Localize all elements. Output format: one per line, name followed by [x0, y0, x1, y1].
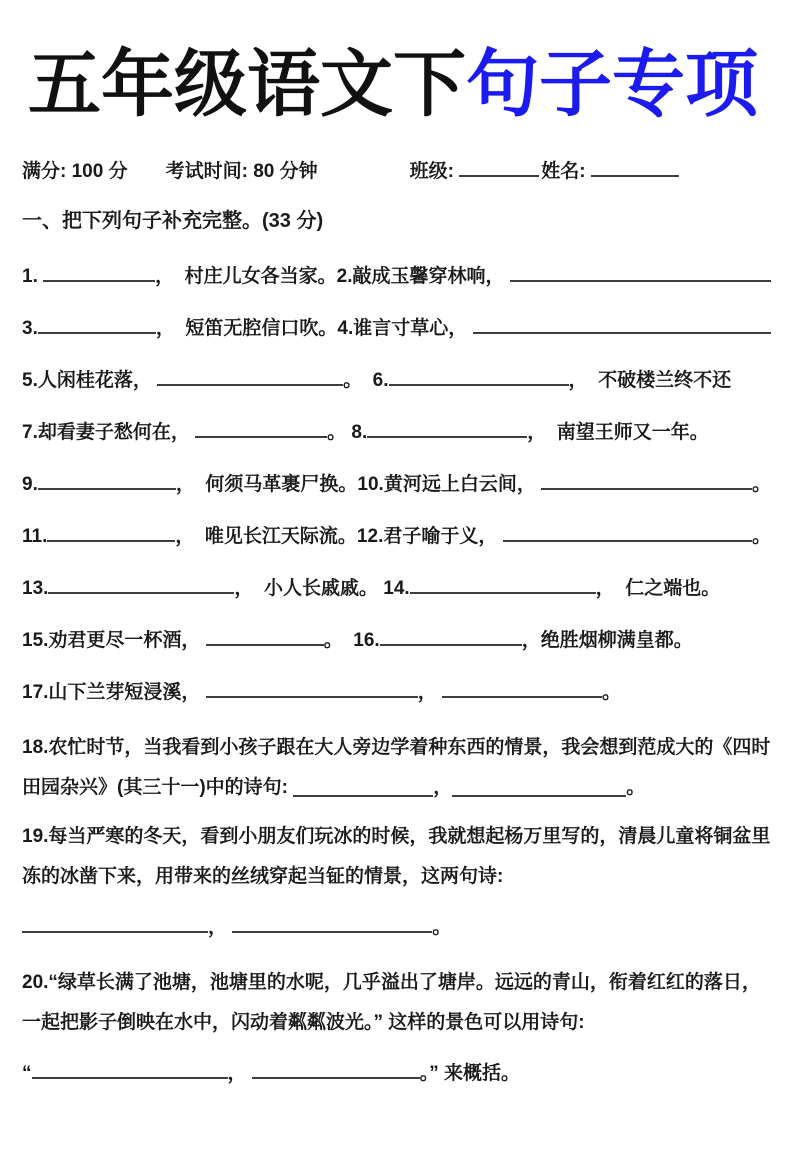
text-segment: ，: [208, 916, 233, 938]
answer-blank[interactable]: [32, 1057, 228, 1079]
text-segment: ， 唯见长江天际流。12.君子喻于义，: [175, 525, 503, 547]
text-segment: 。: [751, 525, 771, 547]
answer-blank[interactable]: [232, 911, 432, 933]
text-segment: ， 不破楼兰终不还: [568, 369, 732, 391]
text-segment: 。 16.: [323, 629, 380, 651]
answer-blank[interactable]: [293, 775, 433, 797]
text-segment: 7.却看妻子愁何在，: [22, 421, 196, 443]
text-segment: 。: [626, 776, 646, 798]
question-line-17: [22, 676, 771, 703]
answer-blank[interactable]: [541, 468, 752, 490]
text-segment: 。: [601, 681, 621, 703]
question-line-5-6: [22, 364, 771, 391]
text-segment: 。 6.: [343, 369, 389, 391]
text-segment: 19.每当严寒的冬天，看到小朋友们玩冰的时候，我就想起杨万里写的，清晨儿童将铜盆里冻的冰凿下来，用带来的丝绒穿起当钲的情景，这两句诗:: [22, 825, 771, 887]
answer-blank[interactable]: [410, 572, 596, 594]
answer-blank[interactable]: [473, 312, 771, 334]
text-segment: ， 短笛无腔信口吹。4.谁言寸草心，: [155, 317, 473, 339]
answer-blank[interactable]: [389, 364, 569, 386]
answer-blank[interactable]: [38, 312, 156, 334]
answer-blank[interactable]: [48, 572, 234, 594]
text-segment: ， 南望王师又一年。: [527, 421, 709, 443]
worksheet-page: [0, 46, 793, 1084]
class-label: 班级:: [409, 160, 460, 182]
text-segment: 。” 来概括。: [419, 1062, 521, 1084]
question-line-3-4: [22, 312, 771, 339]
answer-blank[interactable]: [206, 676, 418, 698]
full-score-label: 满分: 100 分: [22, 160, 128, 182]
answer-blank[interactable]: [206, 624, 324, 646]
question-19: [22, 817, 771, 897]
answer-blank[interactable]: [252, 1057, 420, 1079]
question-line-15-16: [22, 624, 771, 651]
text-segment: 15.劝君更尽一杯酒，: [22, 629, 206, 651]
text-segment: ， 何须马革裹尸换。10.黄河远上白云间，: [175, 473, 542, 495]
question-line-1-2: [22, 260, 771, 287]
title-black-part: 五年级语文下: [28, 44, 466, 125]
question-19-answer: [22, 911, 771, 938]
answer-blank[interactable]: [452, 775, 626, 797]
class-blank[interactable]: [459, 155, 539, 177]
answer-blank[interactable]: [367, 416, 527, 438]
text-segment: ， 村庄儿女各当家。2.敲成玉馨穿林响，: [155, 265, 510, 287]
exam-info-row: [22, 155, 771, 183]
text-segment: “: [22, 1062, 32, 1084]
text-segment: 。 8.: [327, 421, 368, 443]
questions: [22, 260, 771, 1084]
text-segment: 11.: [22, 525, 48, 547]
answer-blank[interactable]: [22, 911, 208, 933]
text-segment: ，: [433, 776, 453, 798]
text-segment: 18.农忙时节，当我看到小孩子跟在大人旁边学着种东西的情景，我会想到范成大的《四时田园杂兴》(其三十一)中的诗句:: [22, 736, 771, 798]
text-segment: 。: [432, 916, 452, 938]
text-segment: 9.: [22, 473, 38, 495]
text-segment: 5.人闲桂花落，: [22, 369, 158, 391]
text-segment: 13.: [22, 577, 49, 599]
section-heading: 一、把下列句子补充完整。(33 分): [22, 209, 324, 232]
answer-blank[interactable]: [38, 468, 176, 490]
answer-blank[interactable]: [510, 260, 771, 282]
answer-blank[interactable]: [195, 416, 327, 438]
question-line-11-12: [22, 520, 771, 547]
answer-blank[interactable]: [380, 624, 522, 646]
text-segment: ，绝胜烟柳满皇都。: [521, 629, 693, 651]
answer-blank[interactable]: [442, 676, 602, 698]
question-20-answer: [22, 1057, 771, 1084]
question-18: [22, 728, 771, 808]
text-segment: ， 仁之端也。: [595, 577, 721, 599]
question-line-13-14: [22, 572, 771, 599]
text-segment: 。: [751, 473, 771, 495]
question-line-7-8: [22, 416, 771, 443]
name-blank[interactable]: [591, 155, 679, 177]
text-segment: 20.“绿草长满了池塘，池塘里的水呢，几乎溢出了塘岸。远远的青山，衔着红红的落日，一起把影子倒映在水中，闪动着粼粼波光。” 这样的景色可以用诗句:: [22, 971, 761, 1033]
text-segment: ，: [227, 1062, 252, 1084]
name-label: 姓名:: [541, 160, 591, 182]
text-segment: 1.: [22, 265, 44, 287]
answer-blank[interactable]: [157, 364, 343, 386]
page-title: [22, 46, 771, 125]
text-segment: 3.: [22, 317, 38, 339]
answer-blank[interactable]: [503, 520, 752, 542]
question-20: [22, 963, 771, 1043]
text-segment: ，: [417, 681, 442, 703]
text-segment: ， 小人长戚戚。 14.: [234, 577, 410, 599]
question-line-9-10: [22, 468, 771, 495]
exam-time-label: 考试时间: 80 分钟: [165, 160, 318, 182]
answer-blank[interactable]: [47, 520, 175, 542]
text-segment: 17.山下兰芽短浸溪，: [22, 681, 206, 703]
title-blue-part: 句子专项: [466, 44, 758, 125]
answer-blank[interactable]: [43, 260, 155, 282]
